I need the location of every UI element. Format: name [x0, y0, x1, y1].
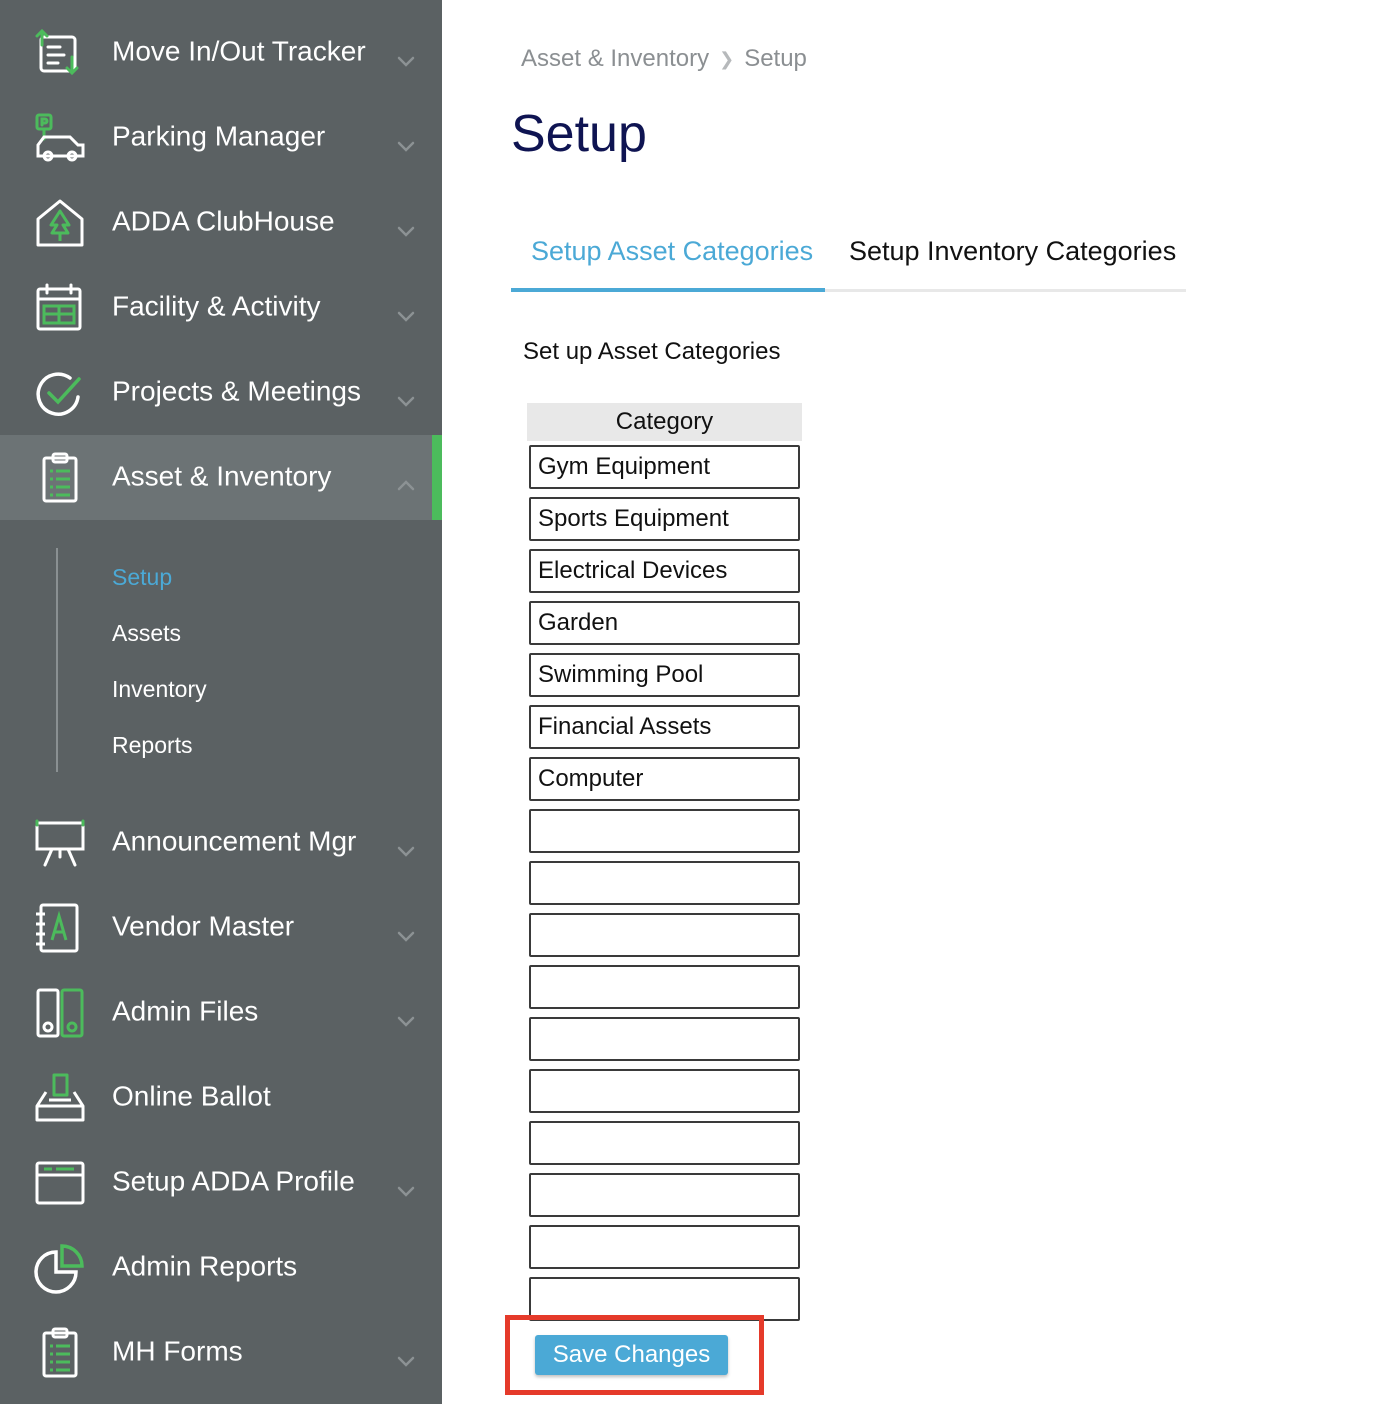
tab-setup-asset-categories[interactable]: Setup Asset Categories	[531, 236, 814, 266]
chevron-down-icon[interactable]	[394, 1179, 418, 1203]
chevron-down-icon[interactable]	[394, 1009, 418, 1033]
sidebar-item-facility-and-activity[interactable]	[0, 265, 442, 350]
sidebar-item-label: Facility & Activity	[112, 289, 321, 321]
sidebar-item-label: Online Ballot	[112, 1079, 271, 1111]
parking-car-icon	[32, 112, 88, 164]
category-input[interactable]	[529, 965, 800, 1009]
pie-chart-icon	[32, 1242, 88, 1294]
chevron-down-icon[interactable]	[394, 1349, 418, 1373]
chevron-up-icon[interactable]	[394, 474, 418, 498]
checkmark-circle-icon	[32, 367, 88, 419]
sidebar	[0, 0, 442, 1404]
category-input[interactable]	[529, 809, 800, 853]
easel-board-icon	[32, 817, 88, 869]
sidebar-item-label: Vendor Master	[112, 909, 295, 941]
sidebar-item-mh-forms[interactable]	[0, 1310, 442, 1395]
chevron-down-icon[interactable]	[394, 924, 418, 948]
breadcrumb-current: Setup	[744, 45, 807, 72]
category-input[interactable]	[529, 497, 800, 541]
sidebar-item-label: Asset & Inventory	[112, 459, 332, 491]
category-input[interactable]	[529, 601, 800, 645]
calendar-icon	[32, 282, 88, 334]
category-table	[527, 403, 802, 441]
sidebar-item-adda-clubhouse[interactable]	[0, 180, 442, 265]
clubhouse-icon	[32, 197, 88, 249]
category-input[interactable]	[529, 1173, 800, 1217]
chevron-down-icon[interactable]	[394, 304, 418, 328]
submenu-item-inventory[interactable]: Inventory	[112, 676, 207, 702]
sidebar-item-label: ADDA ClubHouse	[112, 204, 335, 236]
tab-setup-inventory-categories[interactable]: Setup Inventory Categories	[849, 236, 1177, 266]
sidebar-item-announcement-mgr[interactable]	[0, 800, 442, 885]
submenu-item-assets[interactable]: Assets	[112, 620, 182, 646]
category-input[interactable]	[529, 445, 800, 489]
address-book-icon	[32, 902, 88, 954]
sidebar-item-admin-reports[interactable]	[0, 1225, 442, 1310]
chevron-down-icon[interactable]	[394, 49, 418, 73]
breadcrumb-separator-icon: ❯	[719, 49, 735, 70]
sidebar-item-label: Move In/Out Tracker	[112, 34, 366, 66]
chevron-down-icon[interactable]	[394, 219, 418, 243]
move-in-out-icon	[32, 27, 88, 79]
section-label: Set up Asset Categories	[523, 338, 781, 365]
category-input[interactable]	[529, 757, 800, 801]
sidebar-item-label: Projects & Meetings	[112, 374, 361, 406]
sidebar-item-asset-and-inventory[interactable]	[0, 435, 442, 520]
sidebar-item-label: Admin Reports	[112, 1249, 298, 1281]
sidebar-item-label: Announcement Mgr	[112, 824, 357, 856]
chevron-down-icon[interactable]	[394, 134, 418, 158]
sidebar-item-projects-and-meetings[interactable]	[0, 350, 442, 435]
sidebar-item-label: MH Forms	[112, 1334, 243, 1366]
category-input[interactable]	[529, 1225, 800, 1269]
sidebar-item-setup-adda-profile[interactable]	[0, 1140, 442, 1225]
sidebar-item-label: Parking Manager	[112, 119, 326, 151]
category-input[interactable]	[529, 913, 800, 957]
profile-window-icon	[32, 1157, 88, 1209]
clipboard-list-icon	[32, 452, 88, 504]
page-title: Setup	[511, 105, 647, 163]
active-tab-indicator	[511, 288, 825, 292]
category-input[interactable]	[529, 861, 800, 905]
sidebar-item-move-in-out-tracker[interactable]	[0, 10, 442, 95]
sidebar-item-vendor-master[interactable]	[0, 885, 442, 970]
ballot-box-icon	[32, 1072, 88, 1124]
asset-inventory-submenu	[0, 520, 442, 790]
save-changes-button[interactable]: Save Changes	[535, 1335, 728, 1375]
clipboard-form-icon	[32, 1327, 88, 1379]
file-binders-icon	[32, 987, 88, 1039]
chevron-down-icon[interactable]	[394, 839, 418, 863]
sidebar-item-label: Setup ADDA Profile	[112, 1164, 355, 1196]
sidebar-item-admin-files[interactable]	[0, 970, 442, 1055]
sidebar-item-online-ballot[interactable]	[0, 1055, 442, 1140]
category-input[interactable]	[529, 653, 800, 697]
category-input[interactable]	[529, 1017, 800, 1061]
submenu-divider	[56, 548, 58, 772]
sidebar-item-label: Admin Files	[112, 994, 259, 1026]
tab-bar	[511, 222, 1186, 292]
sidebar-item-parking-manager[interactable]	[0, 95, 442, 180]
breadcrumb-parent-link[interactable]: Asset & Inventory	[521, 45, 710, 72]
category-column-header: Category	[527, 403, 802, 441]
category-input[interactable]	[529, 549, 800, 593]
submenu-item-setup[interactable]: Setup	[112, 564, 173, 590]
chevron-down-icon[interactable]	[394, 389, 418, 413]
submenu-item-reports[interactable]: Reports	[112, 732, 193, 758]
breadcrumb	[521, 45, 807, 73]
category-input[interactable]	[529, 1069, 800, 1113]
category-input[interactable]	[529, 705, 800, 749]
category-input[interactable]	[529, 1121, 800, 1165]
